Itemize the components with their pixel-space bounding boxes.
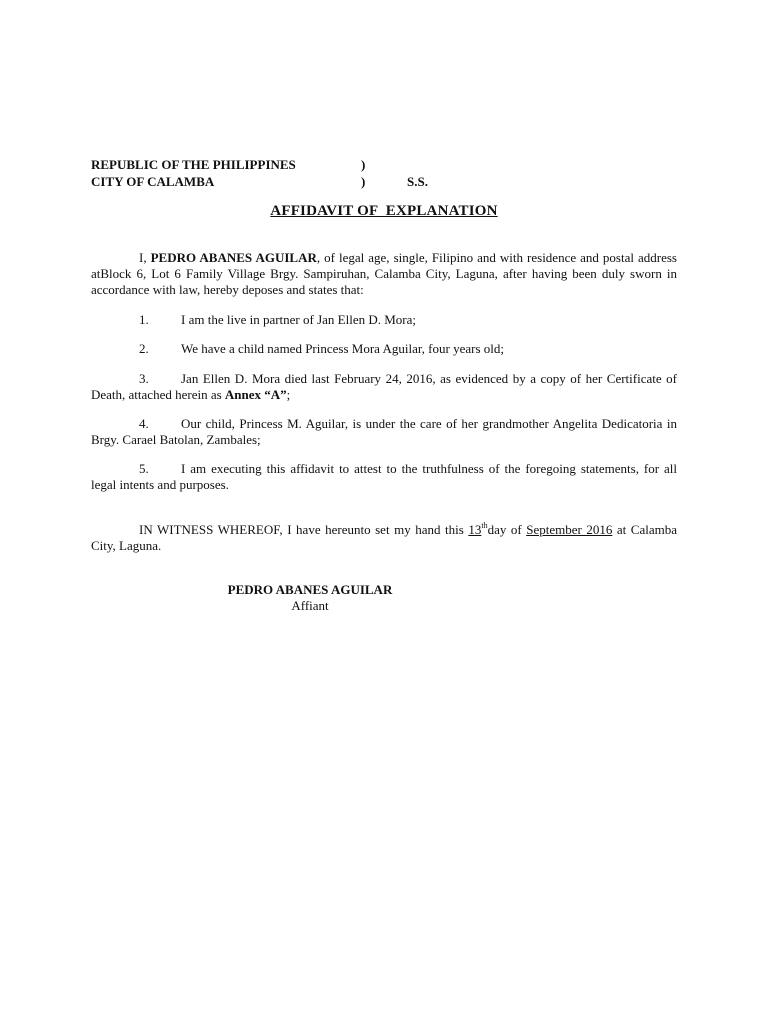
item-1-text: I am the live in partner of Jan Ellen D. Mora; <box>181 312 417 327</box>
witness-mid: day of <box>487 522 527 537</box>
item-5 <box>91 461 677 493</box>
document-title: AFFIDAVIT OF EXPLANATION <box>270 203 498 219</box>
witness-month-year: September 2016 <box>526 522 613 537</box>
intro-pre: I, <box>139 250 151 265</box>
item-1 <box>91 312 677 328</box>
venue-city: CITY OF CALAMBA <box>91 174 215 189</box>
annex-label: Annex “A” <box>224 387 287 402</box>
item-4-number: 4. <box>139 416 149 431</box>
witness-day: 13 <box>468 522 482 537</box>
affiant-name-inline: PEDRO ABANES AGUILAR <box>150 250 317 265</box>
venue-republic: REPUBLIC OF THE PHILIPPINES <box>91 157 296 172</box>
witness-paragraph <box>91 522 677 554</box>
witness-day-suffix: th <box>481 521 488 530</box>
item-1-number: 1. <box>139 312 149 327</box>
witness-post: at Calamba City, Laguna. <box>91 522 677 553</box>
item-3-number: 3. <box>139 371 149 386</box>
intro-paragraph <box>91 250 677 298</box>
venue-paren-2: ) <box>361 174 366 189</box>
item-5-number: 5. <box>139 461 149 476</box>
item-5-text: I am executing this affidavit to attest to the truthfulness of the foregoing statements, for all legal intents and purposes. <box>91 461 677 492</box>
venue-paren-1: ) <box>361 157 366 172</box>
item-2 <box>91 341 677 357</box>
signatory-name: PEDRO ABANES AGUILAR <box>227 582 393 597</box>
item-3-tail: ; <box>286 387 291 402</box>
item-3-text: Jan Ellen D. Mora died last February 24, 2016, as evidenced by a copy of her Certificate of Death, attached herein as <box>91 371 677 402</box>
item-4-text: Our child, Princess M. Aguilar, is under the care of her grandmother Angelita Dedicatoria in Brgy. Carael Batolan, Zambales; <box>91 416 677 447</box>
item-2-text: We have a child named Princess Mora Aguilar, four years old; <box>181 341 504 356</box>
witness-pre: IN WITNESS WHEREOF, I have hereunto set my hand this <box>139 522 469 537</box>
intro-post: , of legal age, single, Filipino and with residence and postal address atBlock 6, Lot 6 Family Village Brgy. Sampiruhan, Calamba City, Laguna, after having been duly sworn in accordance with law, hereby deposes and states that: <box>91 250 677 297</box>
item-3 <box>91 371 677 403</box>
venue-ss: S.S. <box>407 174 428 189</box>
item-2-number: 2. <box>139 341 149 356</box>
signature-block <box>145 582 475 614</box>
signatory-role: Affiant <box>291 598 329 613</box>
item-4 <box>91 416 677 448</box>
venue-block <box>91 156 431 190</box>
